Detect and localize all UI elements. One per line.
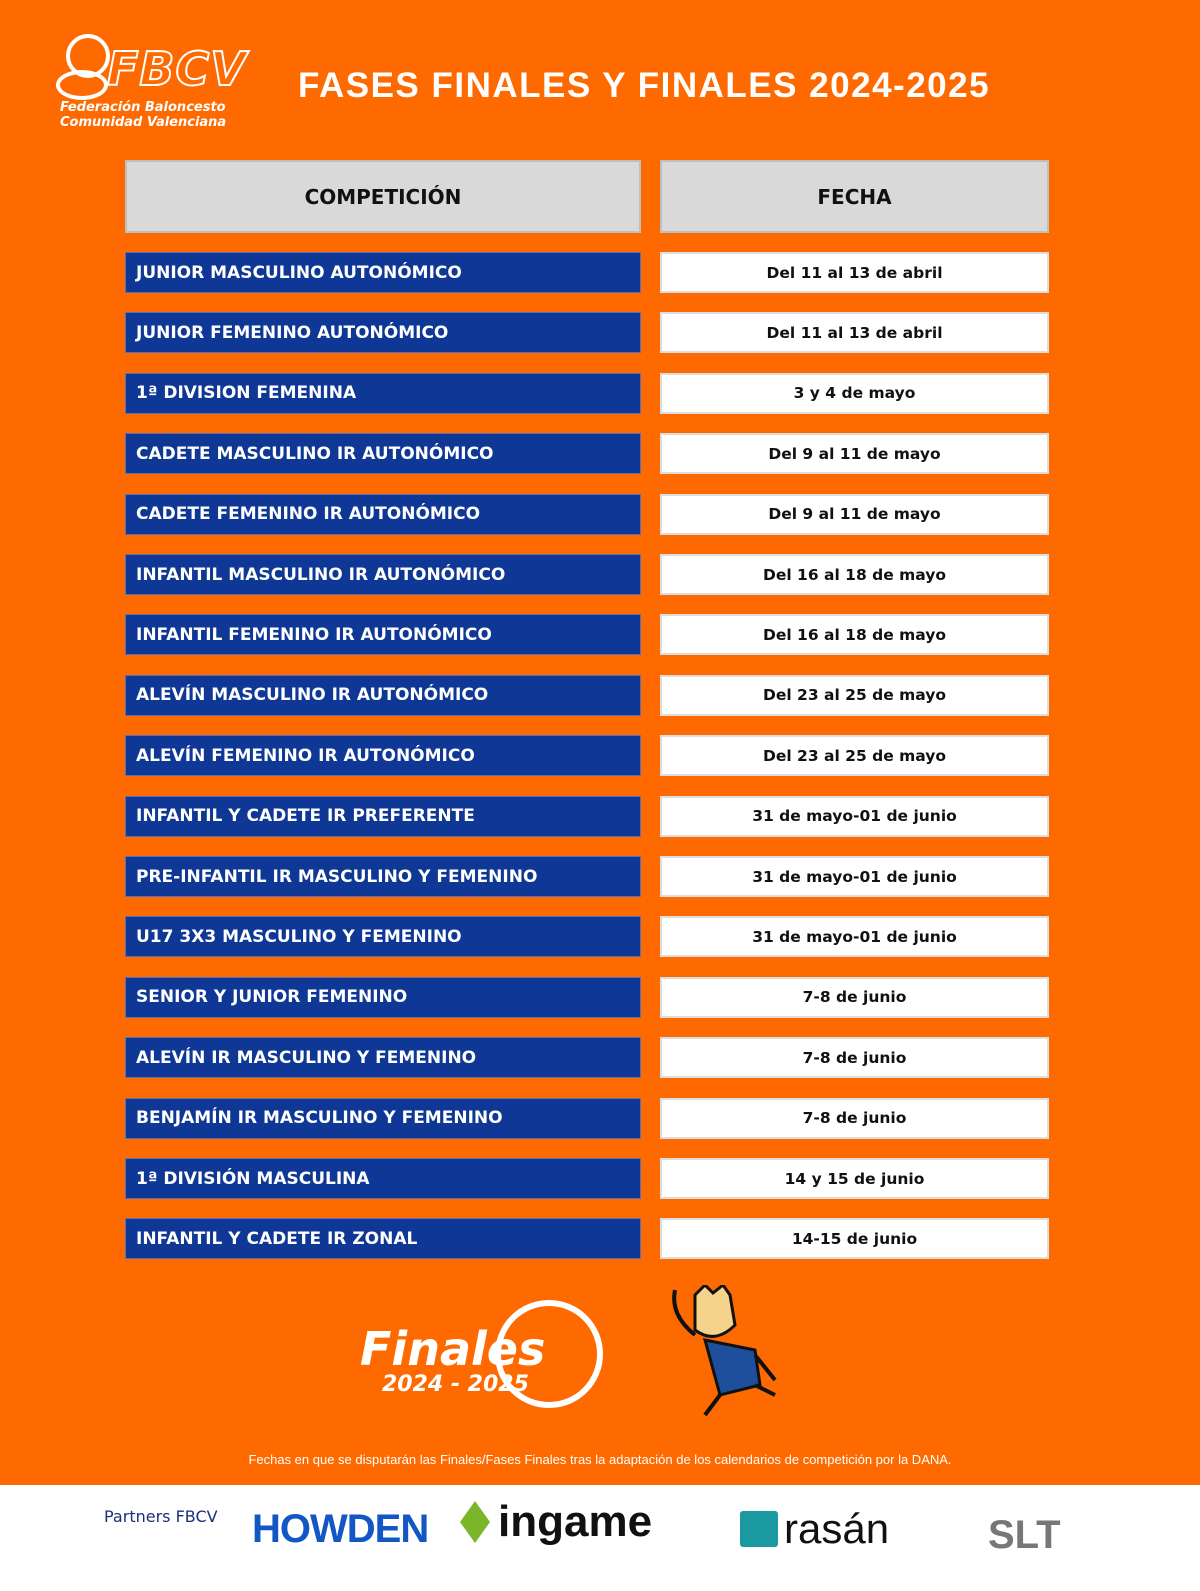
table-row (125, 1158, 1049, 1199)
date-cell: 14-15 de junio (660, 1218, 1049, 1259)
date-cell: Del 23 al 25 de mayo (660, 735, 1049, 776)
competition-cell: ALEVÍN IR MASCULINO Y FEMENINO (125, 1037, 641, 1078)
competition-cell: ALEVÍN MASCULINO IR AUTONÓMICO (125, 675, 641, 716)
date-cell: 7-8 de junio (660, 977, 1049, 1018)
date-cell: 31 de mayo-01 de junio (660, 916, 1049, 957)
rasan-text: rasán (784, 1505, 890, 1552)
sponsor-ingame-logo (460, 1497, 652, 1547)
ingame-diamond-icon (460, 1501, 490, 1543)
table-row (125, 554, 1049, 595)
sponsor-rasan-logo (740, 1505, 889, 1553)
date-cell: Del 16 al 18 de mayo (660, 614, 1049, 655)
table-row (125, 433, 1049, 474)
logo-line1: Federación Baloncesto (60, 100, 226, 115)
competition-cell: JUNIOR FEMENINO AUTONÓMICO (125, 312, 641, 353)
partners-footer (0, 1485, 1200, 1591)
competition-cell: 1ª DIVISION FEMENINA (125, 373, 641, 414)
table-row (125, 916, 1049, 957)
table-row (125, 675, 1049, 716)
rasan-bird-icon (740, 1511, 778, 1547)
ingame-text: ingame (498, 1497, 653, 1546)
page-title: FASES FINALES Y FINALES 2024-2025 (298, 66, 991, 105)
competition-cell: 1ª DIVISIÓN MASCULINA (125, 1158, 641, 1199)
table-row (125, 735, 1049, 776)
finales-logo (360, 1300, 610, 1410)
finales-years: 2024 - 2025 (382, 1372, 529, 1397)
competition-cell: U17 3X3 MASCULINO Y FEMENINO (125, 916, 641, 957)
header-competition: COMPETICIÓN (125, 160, 641, 233)
competition-cell: ALEVÍN FEMENINO IR AUTONÓMICO (125, 735, 641, 776)
table-row (125, 373, 1049, 414)
date-cell: Del 23 al 25 de mayo (660, 675, 1049, 716)
sponsor-slt-logo: SLT (988, 1513, 1061, 1557)
competition-cell: INFANTIL FEMENINO IR AUTONÓMICO (125, 614, 641, 655)
table-row (125, 1098, 1049, 1139)
competition-cell: INFANTIL Y CADETE IR ZONAL (125, 1218, 641, 1259)
competition-cell: JUNIOR MASCULINO AUTONÓMICO (125, 252, 641, 293)
date-cell: 3 y 4 de mayo (660, 373, 1049, 414)
table-row (125, 1218, 1049, 1259)
logo-line2: Comunidad Valenciana (60, 115, 227, 130)
table-row (125, 796, 1049, 837)
table-row (125, 977, 1049, 1018)
date-cell: Del 9 al 11 de mayo (660, 494, 1049, 535)
table-row (125, 312, 1049, 353)
date-cell: 7-8 de junio (660, 1098, 1049, 1139)
logo-subtitle (60, 100, 226, 130)
partners-label: Partners FBCV (104, 1507, 218, 1526)
date-cell: 31 de mayo-01 de junio (660, 796, 1049, 837)
sponsor-howden-logo: HOWDEN (252, 1507, 429, 1551)
competition-cell: SENIOR Y JUNIOR FEMENINO (125, 977, 641, 1018)
basketball-icon (56, 70, 108, 100)
logo-brand: FBCV (107, 42, 247, 96)
date-cell: 7-8 de junio (660, 1037, 1049, 1078)
competition-cell: CADETE MASCULINO IR AUTONÓMICO (125, 433, 641, 474)
table-row (125, 1037, 1049, 1078)
table-row (125, 856, 1049, 897)
date-cell: 31 de mayo-01 de junio (660, 856, 1049, 897)
table-row (125, 614, 1049, 655)
date-cell: Del 16 al 18 de mayo (660, 554, 1049, 595)
date-cell: Del 9 al 11 de mayo (660, 433, 1049, 474)
mascot-illustration (665, 1285, 785, 1420)
competition-cell: BENJAMÍN IR MASCULINO Y FEMENINO (125, 1098, 641, 1139)
date-cell: Del 11 al 13 de abril (660, 252, 1049, 293)
header-date: FECHA (660, 160, 1049, 233)
finales-word: Finales (360, 1322, 546, 1376)
footnote: Fechas en que se disputarán las Finales/Fases Finales tras la adaptación de los calendarios de competición por la DANA. (248, 1452, 952, 1467)
competition-cell: PRE-INFANTIL IR MASCULINO Y FEMENINO (125, 856, 641, 897)
competition-cell: INFANTIL Y CADETE IR PREFERENTE (125, 796, 641, 837)
date-cell: Del 11 al 13 de abril (660, 312, 1049, 353)
fbcv-logo (52, 30, 262, 135)
competition-cell: INFANTIL MASCULINO IR AUTONÓMICO (125, 554, 641, 595)
table-row (125, 252, 1049, 293)
table-row (125, 494, 1049, 535)
date-cell: 14 y 15 de junio (660, 1158, 1049, 1199)
competition-cell: CADETE FEMENINO IR AUTONÓMICO (125, 494, 641, 535)
